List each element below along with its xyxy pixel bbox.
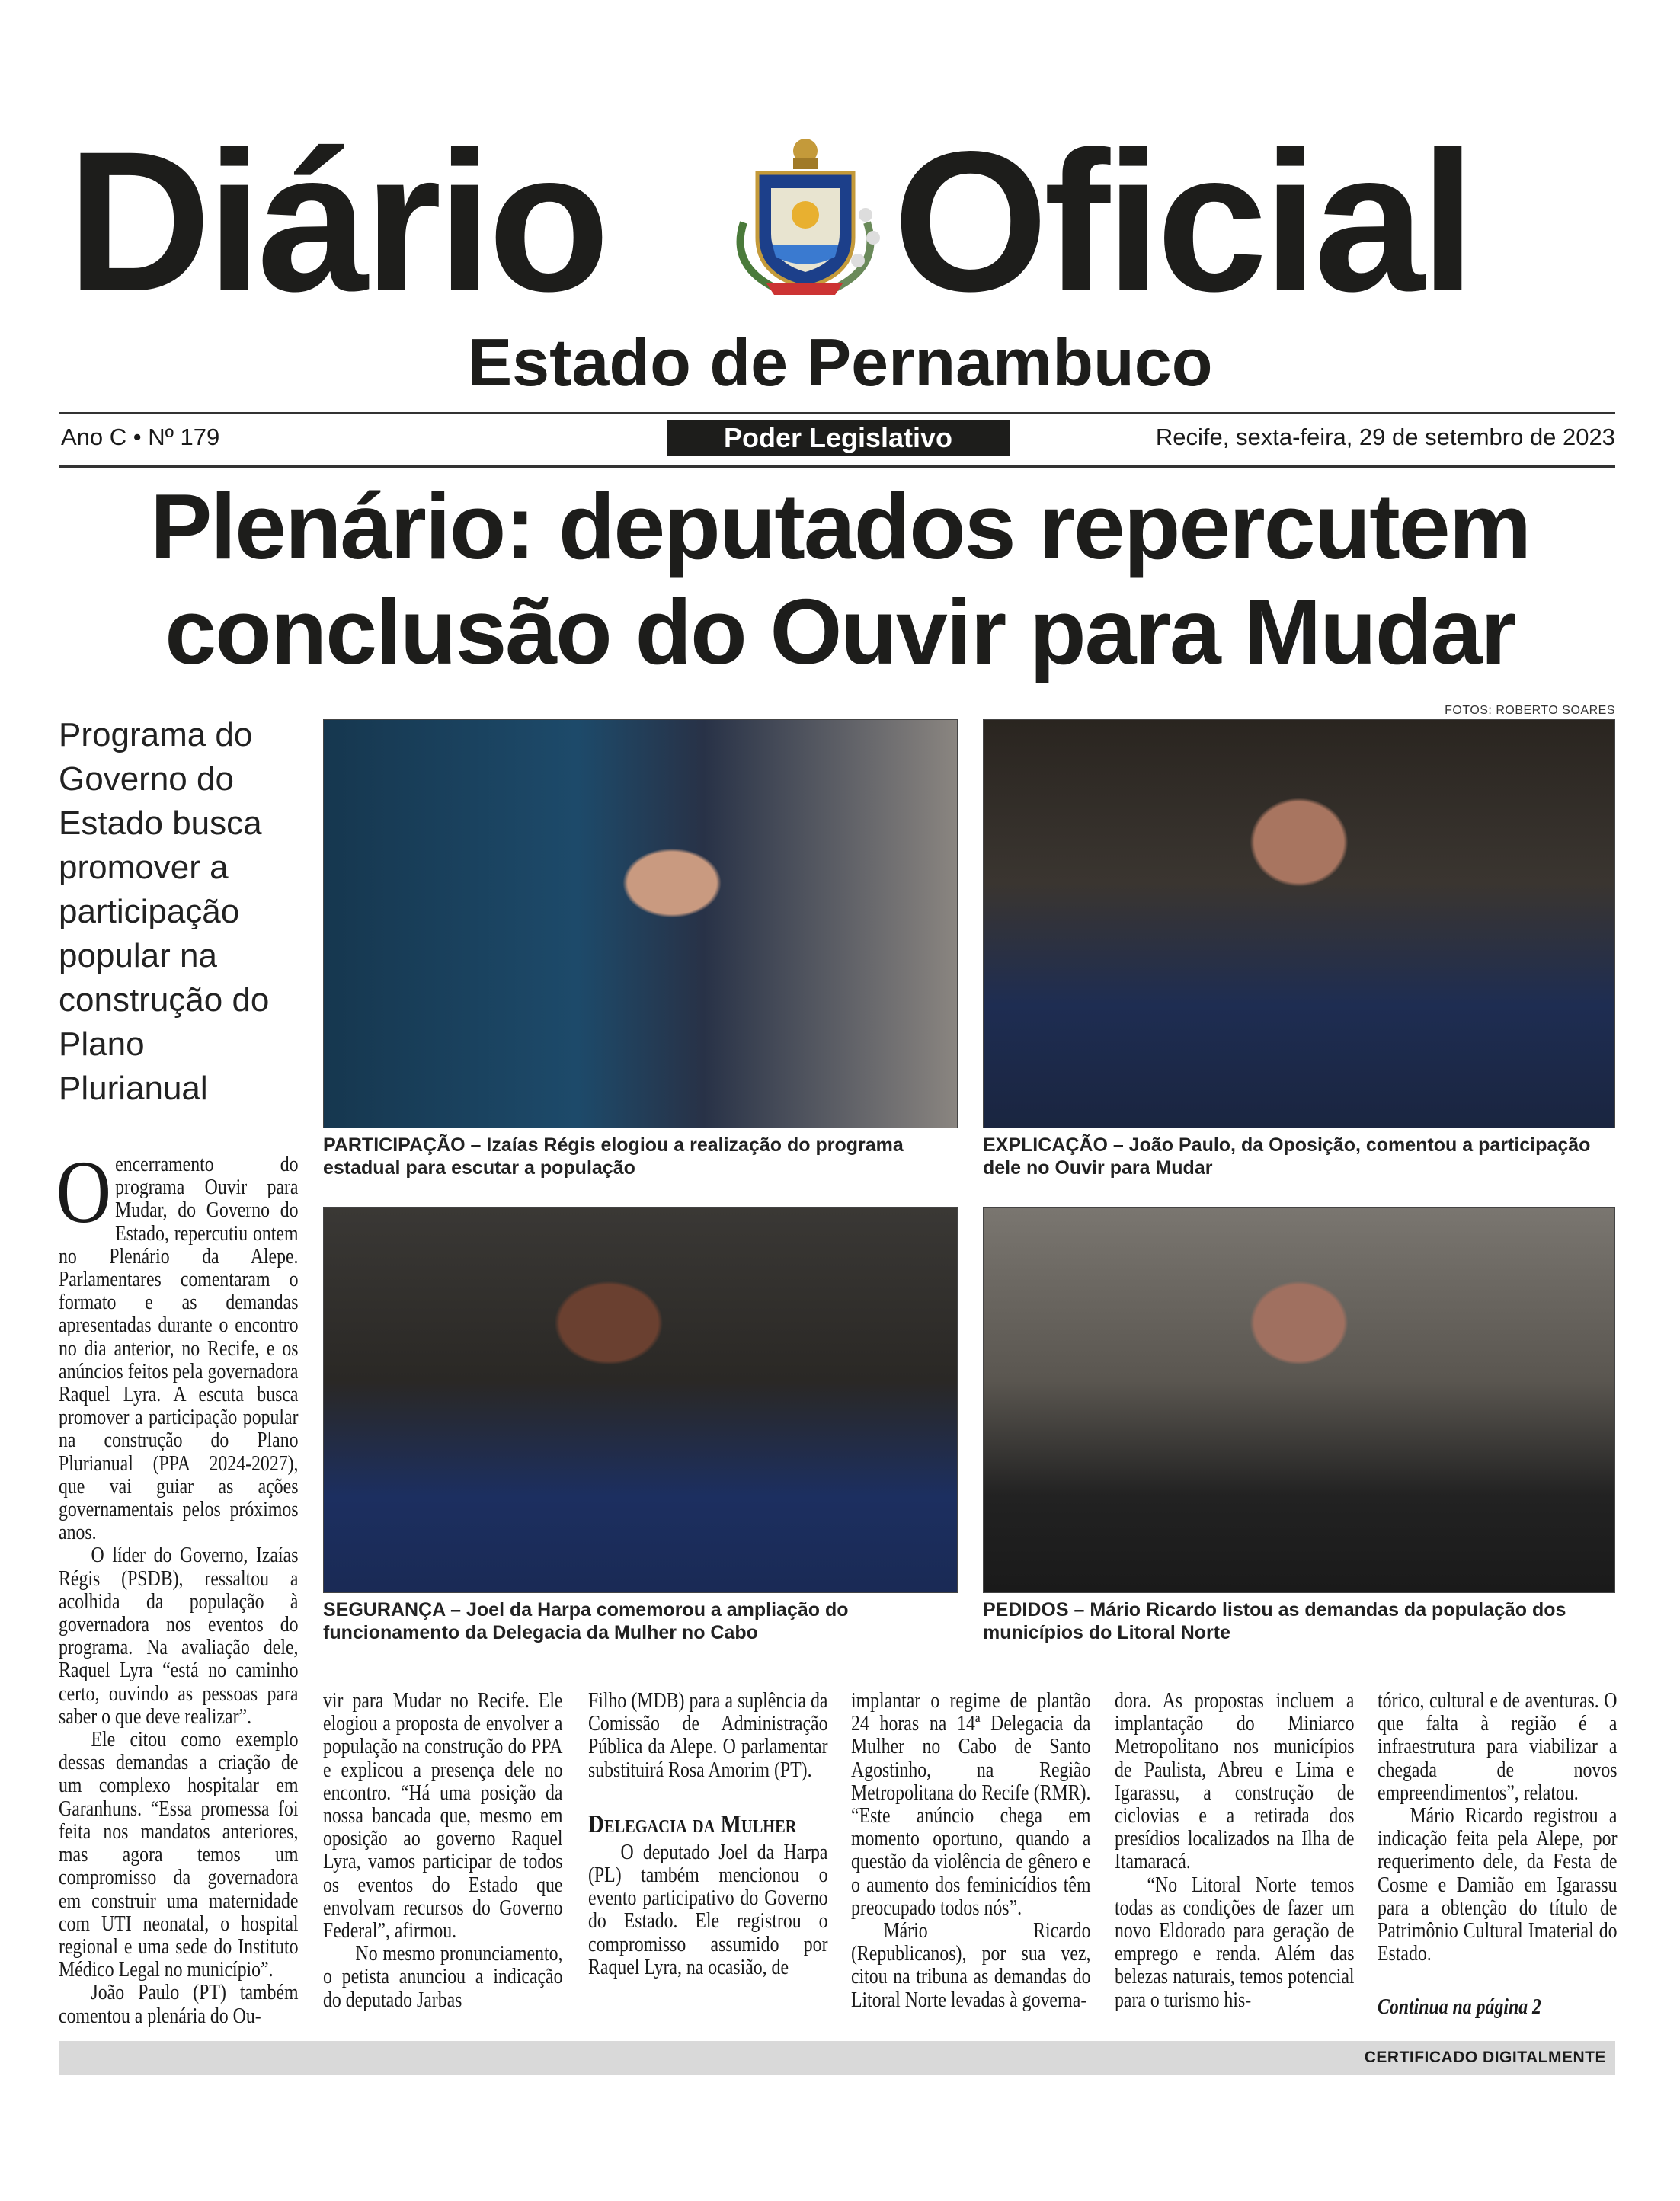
masthead-title-right: Oficial (893, 110, 1471, 333)
photo-izaias-regis (323, 719, 958, 1128)
photo-joel-da-harpa (323, 1207, 958, 1593)
intro-text: Programa do Governo do Estado busca promover a participação popular na construção do Plano Plurianual (59, 716, 270, 1107)
paragraph: O deputado Joel da Harpa (PL) também mencionou o evento participativo do Governo do Estado. Ele registrou o compromisso assumido por Raquel Lyra, na ocasião, de (588, 1840, 828, 1979)
photo-caption: PARTICIPAÇÃO – Izaías Régis elogiou a realização do programa estadual para escutar a população (323, 1134, 904, 1179)
paragraph: tórico, cultural e de aventuras. O que falta à região é a infraestrutura para viabilizar a chegada de novos empreendimentos”, relatou. (1378, 1689, 1618, 1805)
article-column-3 (588, 1690, 828, 1979)
article-column-2 (323, 1690, 563, 2012)
paragraph: Mário Ricardo registrou a indicação feita pela Alepe, por requerimento dele, da Festa de Cosme e Damião em Igarassu para a obtenção do título de Patrimônio Cultural Imaterial do Estado. (1378, 1804, 1618, 1966)
paragraph: Mário Ricardo (Republicanos), por sua vez, citou na tribuna as demandas do Litoral Norte levadas à governa- (851, 1919, 1091, 2012)
paragraph: No mesmo pronunciamento, o petista anunciou a indicação do deputado Jarbas (323, 1942, 563, 2012)
continued-link[interactable]: Continua na página 2 (1378, 1995, 1541, 2020)
photo-caption: SEGURANÇA – Joel da Harpa comemorou a ampliação do funcionamento da Delegacia da Mulher no Cabo (323, 1599, 849, 1643)
article-column-6 (1378, 1690, 1618, 2020)
paragraph: vir para Mudar no Recife. Ele elogiou a proposta de envolver a população na construção do PPA e explicou a presença dele no encontro. “Há uma posição da nossa bancada que, mesmo em oposição ao governo Raquel Lyra, vamos participar de todos os eventos do Estado que envolvam recursos do Governo Federal”, afirmou. (323, 1689, 563, 1943)
headline-line-2: conclusão do Ouvir para Mudar (165, 580, 1515, 683)
paragraph: “No Litoral Norte temos todas as condições de fazer um novo Eldorado para geração de emprego e renda. Além das belezas naturais, temos potencial para o turismo his- (1115, 1873, 1355, 2012)
headline-line-1: Plenário: deputados repercutem (149, 475, 1531, 578)
photo-mario-ricardo (983, 1207, 1615, 1593)
masthead-subtitle: Estado de Pernambuco (467, 325, 1213, 400)
drop-cap: O (56, 1142, 112, 1242)
section-badge: Poder Legislativo (667, 420, 1010, 456)
coat-of-arms-icon (721, 131, 890, 302)
edition-number: Ano C • Nº 179 (61, 424, 220, 450)
footer-certification: CERTIFICADO DIGITALMENTE (59, 2041, 1615, 2075)
paragraph: dora. As propostas incluem a implantação do Miniarco Metropolitano nos municípios de Paulista, Abreu e Lima e Igarassu, a construção de ciclovias e a retirada dos presídios localizados na Ilha de Itamaracá. (1115, 1689, 1355, 1874)
bottom-rule (59, 465, 1615, 468)
article-column-4 (851, 1690, 1091, 2012)
paragraph: Filho (MDB) para a suplência da Comissão de Administração Pública da Alepe. O parlamentar substituirá Rosa Amorim (PT). (588, 1689, 828, 1782)
article-column-5 (1115, 1690, 1355, 2012)
paragraph: implantar o regime de plantão 24 horas na 14ª Delegacia da Mulher no Cabo de Santo Agostinho, na Região Metropolitana do Recife (RMR). “Este anúncio chega em momento oportuno, quando a questão da violência de gênero e o aumento dos feminicídios têm preocupado todos nós”. (851, 1689, 1091, 1920)
paragraph: encerramento do programa Ouvir para Mudar, do Governo do Estado, repercutiu ontem no Plenário da Alepe. Parlamentares comentaram o formato e as demandas apresentadas durante o encontro no dia anterior, no Recife, e os anúncios feitos pela governadora Raquel Lyra. A escuta busca promover a participação popular na construção do Plano Plurianual (PPA 2024-2027), que vai guiar as ações governamentais pelos próximos anos. (59, 1153, 299, 1545)
masthead-title-left: Diário (67, 110, 606, 333)
article-column-1 (56, 1142, 299, 2028)
photo-joao-paulo (983, 719, 1615, 1128)
top-rule (59, 412, 1615, 414)
paragraph: O líder do Governo, Izaías Régis (PSDB), ressaltou a acolhida da população à governadora nos eventos do programa. Na avaliação dele, Raquel Lyra “está no caminho certo, ouvindo as pessoas para saber o que deve realizar”. (59, 1544, 299, 1729)
photo-caption: EXPLICAÇÃO – João Paulo, da Oposição, comentou a participação dele no Ouvir para Mudar (983, 1134, 1591, 1179)
section-subhead: Delegacia da Mulher (588, 1809, 797, 1838)
paragraph: Ele citou como exemplo dessas demandas a criação de um complexo hospitalar em Garanhuns. “Essa promessa foi feita nos mandatos anteriores, mas agora temos um compromisso da governadora em construir uma maternidade com UTI neonatal, o hospital regional e uma sede do Instituto Médico Legal no município”. (59, 1728, 299, 1982)
photo-caption: PEDIDOS – Mário Ricardo listou as demandas da população dos municípios do Litoral Norte (983, 1599, 1566, 1643)
paragraph: João Paulo (PT) também comentou a plenária do Ou- (59, 1981, 299, 2028)
photo-credit: FOTOS: ROBERTO SOARES (1445, 704, 1615, 717)
issue-date: Recife, sexta-feira, 29 de setembro de 2023 (1155, 424, 1615, 450)
